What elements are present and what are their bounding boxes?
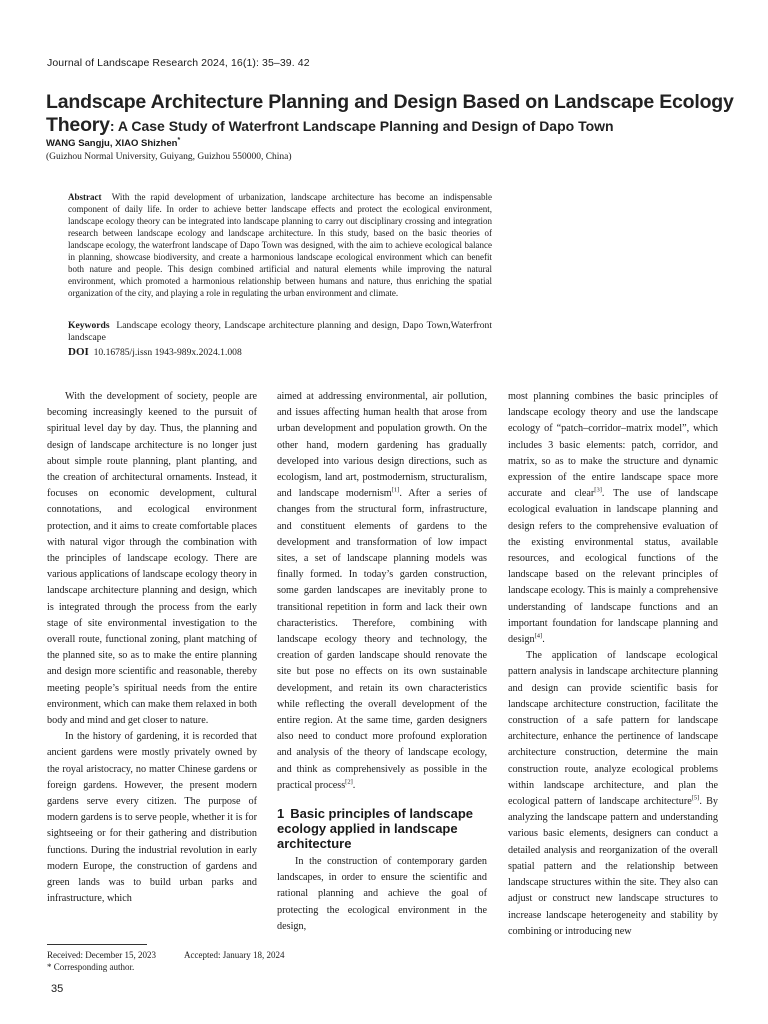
received-date: Received: December 15, 2023	[47, 950, 156, 960]
body-paragraph: With the development of society, people are becoming increasingly keened to the pursuit of spiritual level day by day. Thus, the planning and design of landscape architecture is no longer just about simple route planning, plant planting, and the creation of architectural ornaments. Instead, it focuses on economic development, cultural connotations, and ecological environment protection, and it aims to create comfortable places with natural vigor through the combination with the principles of landscape ecology. There are various applications of landscape ecology theory in landscape architecture planning and design, which is integrated through the process from the early stage of site environmental investigation to the overall route, functional zoning, plant matching of the planned site, so as to make the entire planning and design more scientific and reasonable, thereby meeting people’s spiritual needs from the entire environment, which can make them relaxed in both body and mind and get closer to nature.	[47, 391, 257, 727]
keywords	[68, 320, 492, 344]
body-paragraph	[508, 648, 718, 940]
page-number: 35	[51, 983, 64, 995]
citation-ref: [2]	[345, 778, 353, 786]
journal-citation-line: Journal of Landscape Research 2024, 16(1): 35–39. 42	[47, 57, 310, 69]
title-subtitle: : A Case Study of Waterfront Landscape Planning and Design of Dapo Town	[109, 118, 614, 134]
abstract	[68, 191, 492, 299]
author-affiliation: (Guizhou Normal University, Guiyang, Guizhou 550000, China)	[46, 152, 292, 162]
body-paragraph: In the construction of contemporary garden landscapes, in order to ensure the scientific and rational planning and achieve the goal of protecting the ecological environment in the design,	[277, 856, 487, 932]
body-column-middle	[277, 389, 487, 935]
abstract-label: Abstract	[68, 192, 102, 202]
section-number: 1	[277, 806, 285, 822]
body-paragraph	[277, 389, 487, 794]
citation-ref: [1]	[391, 486, 400, 494]
corresponding-note: * Corresponding author.	[47, 962, 135, 972]
paragraph-text: .	[542, 634, 545, 646]
section-heading	[277, 806, 487, 851]
doi-value: 10.16785/j.issn 1943-989x.2024.1.008	[93, 347, 242, 358]
corresponding-author-mark: *	[177, 137, 181, 144]
body-paragraph	[508, 389, 718, 648]
keywords-label: Keywords	[68, 320, 110, 331]
paragraph-text: . The use of landscape ecological evaluation in landscape planning and design refers to the comprehensive evaluation of the existing environmental status, available resources, and ecological functions of the landscape based on the relevant principles of landscape ecology. This is mainly a comprehensive understanding of landscape functions and an important foundation for landscape planning and design	[508, 488, 718, 646]
abstract-text: With the rapid development of urbanization, landscape architecture has become an indispensable component of daily life. In order to achieve better landscape effects and protect the ecological environment, landscape ecology theory can be integrated into landscape planning to carry out disciplinary crossing and integration research between landscape ecology and landscape architecture. In this study, based on the basic theories of landscape ecology, the waterfront landscape of Dapo Town was designed, with the aim to achieve ecological balance in planning, showcase biodiversity, and create a harmonious landscape ecological environment which can benefit both nature and people. This design combined artificial and natural elements while improving the natural environment, which promoted a harmonious relationship between humans and nature, thus enriching the spatial organization of the city, and playing a role in regulating the urban environment and climate.	[68, 192, 493, 298]
title-line-1: Landscape Architecture Planning and Design Based on Landscape Ecology	[46, 91, 734, 113]
paragraph-text: . By analyzing the landscape pattern and understanding various basic elements, designers can conduct a detailed analysis and reorganization of the overall spatial pattern and the relationship between landscape structures within the site. They also can adjust or construct new landscape structures to increase landscape heterogeneity and stability by combining or introducing new	[508, 796, 718, 937]
section-title: Basic principles of landscape ecology applied in landscape architecture	[277, 806, 474, 852]
article-title	[46, 90, 736, 137]
body-column-left	[47, 389, 257, 908]
body-paragraph: In the history of gardening, it is recorded that ancient gardens were mostly privately owned by the royal aristocracy, no matter Chinese gardens or foreign gardens. However, the present modern gardens serve every citizen. The purpose of modern gardens is to serve people, whether it is for sightseeing or for their gathering and distribution functions. During the industrial revolution in early modern Europe, the construction of gardens and green lands was to build urban parks and infrastructure, which	[47, 731, 257, 905]
paragraph-text: The application of landscape ecological pattern analysis in landscape architecture planning and design can provide scientific basis for landscape architecture construction, facilitate the construction of a safe pattern for landscape architecture, enhance the pertinence of landscape architecture construction, determine the main construction route, analyze ecological problems within landscape architecture, and plan the ecological pattern of landscape architecture	[508, 650, 718, 808]
title-line-2	[46, 114, 736, 137]
doi-line	[68, 346, 242, 358]
paragraph-text: most planning combines the basic principles of landscape ecology theory and use the landscape ecology of “patch–corridor–matrix model”, which includes 3 basic elements: patch, corridor, and matrix, so as to make the structure and dynamic expression of the entire landscape space more accurate and clear	[508, 391, 718, 500]
footnote-divider	[47, 944, 147, 945]
author-names: WANG Sangju, XIAO Shizhen	[46, 138, 178, 150]
citation-ref: [5]	[691, 794, 700, 802]
title-main-word: Theory	[46, 114, 110, 136]
citation-ref: [3]	[594, 486, 602, 494]
paragraph-text: . After a series of changes from the structural form, infrastructure, and constituent elements of gardens to the development and transformation of low impact sites, a set of landscape planning models was finally formed. In today’s garden construction, some garden landscapes are inevitably prone to transitional repetition in form and lack their own characteristics. Therefore, combining with landscape ecology theory and technology, the creation of garden landscape should renovate the site but pose no effects on its own sustainable development, and retain its own characteristics while reflecting the overall development of the entire region. At the same time, garden designers also need to conduct more profound exploration and analysis of the theory of landscape ecology, and think as comprehensively as possible in the practical process	[277, 488, 487, 791]
body-column-right	[508, 389, 718, 940]
paragraph-text: aimed at addressing environmental, air pollution, and issues affecting human health that arose from urban development and population growth. On the other hand, modern gardening has gradually developed into various design directions, such as ecologism, land art, postmodernism, structuralism, and landscape modernism	[277, 391, 487, 500]
citation-ref: [4]	[534, 632, 543, 640]
accepted-date: Accepted: January 18, 2024	[184, 950, 285, 960]
paragraph-text: .	[352, 779, 356, 791]
author-list	[46, 137, 180, 149]
keywords-text: Landscape ecology theory, Landscape architecture planning and design, Dapo Town,Waterfront landscape	[68, 320, 492, 343]
doi-label: DOI	[68, 346, 89, 358]
